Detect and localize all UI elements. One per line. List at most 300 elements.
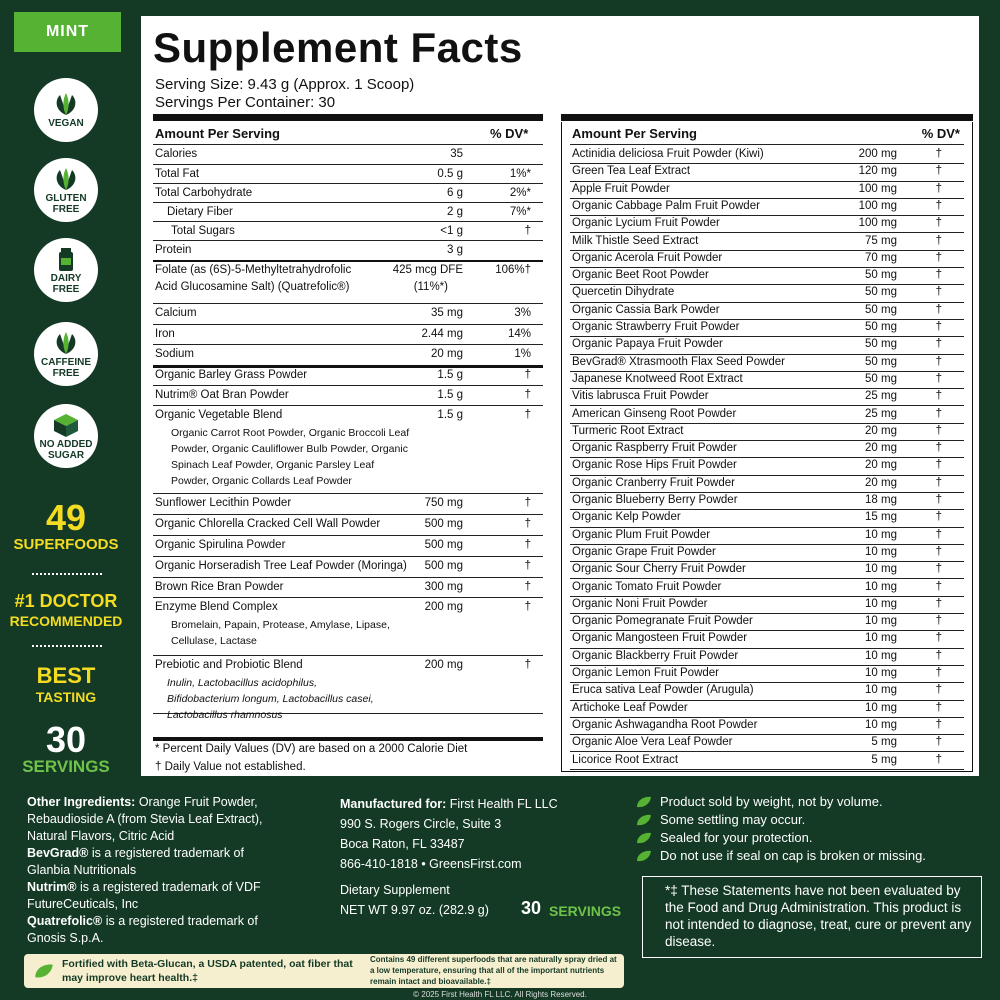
ingredient-name: BevGrad® Xtrasmooth Flax Seed Powder xyxy=(572,355,786,368)
ingredient-amount: 10 mg xyxy=(865,528,897,541)
nutrient-amount: 500 mg xyxy=(424,518,463,530)
nutrient-name: Calories xyxy=(155,148,198,160)
nutrient-name: Organic Barley Grass Powder xyxy=(155,369,308,381)
ingredient-amount: 50 mg xyxy=(865,303,897,316)
table-row xyxy=(570,492,964,510)
nutrient-name: Total Carbohydrate xyxy=(155,187,253,199)
nutrient-dv: † xyxy=(524,560,531,572)
table-header xyxy=(570,122,964,145)
table-row xyxy=(570,700,964,718)
check-item xyxy=(636,848,926,863)
ingredient-amount: 50 mg xyxy=(865,321,897,333)
table-row xyxy=(570,198,964,216)
ingredient-amount: 5 mg xyxy=(871,736,897,749)
table-row xyxy=(570,267,964,285)
nutrient-dv: † xyxy=(524,369,531,381)
ingredient-amount: 10 mg xyxy=(865,667,897,679)
stat-doctor xyxy=(0,590,132,630)
ingredient-amount: 100 mg xyxy=(858,199,897,212)
nutrient-dv: † xyxy=(524,225,531,237)
table-row xyxy=(153,405,543,494)
table-row xyxy=(570,250,964,268)
ingredient-amount: 10 mg xyxy=(865,597,897,610)
ingredients-value: Orange Fruit Powder, Rebaudioside A (from Stevia Leaf Extract), Natural Flavors, Citric Acid xyxy=(27,795,263,843)
nutrient-amount: 35 mg xyxy=(431,307,463,319)
check-text: Product sold by weight, not by volume. xyxy=(660,794,883,809)
thick-rule xyxy=(153,114,543,121)
ingredient-dv: † xyxy=(935,459,942,472)
nutrient-name: Organic Vegetable Blend xyxy=(155,409,283,421)
ingredient-dv: † xyxy=(935,182,942,195)
table-row xyxy=(570,475,964,493)
ingredient-name: Japanese Knotweed Root Extract xyxy=(572,372,743,385)
nutrient-name: Total Fat xyxy=(155,168,200,180)
nutrient-dv: † xyxy=(524,497,531,509)
table-row xyxy=(570,734,964,752)
ingredient-amount: 20 mg xyxy=(865,442,897,455)
ingredient-dv: † xyxy=(935,701,942,714)
nutrient-amount: 3 g xyxy=(447,244,463,256)
ingredient-name: Organic Plum Fruit Powder xyxy=(572,528,711,541)
nutrient-amount: 200 mg xyxy=(424,659,463,671)
table-row xyxy=(570,233,964,251)
table-row xyxy=(570,336,964,354)
table-row xyxy=(570,717,964,735)
ingredient-name: Organic Kelp Powder xyxy=(572,511,681,524)
ingredients-label: Other Ingredients: xyxy=(27,795,136,809)
nutrient-name: Protein xyxy=(155,244,192,256)
table-row xyxy=(153,221,543,241)
ingredient-amount: 70 mg xyxy=(865,251,897,264)
table-row xyxy=(570,406,964,424)
ingredient-amount: 10 mg xyxy=(865,701,897,714)
table-row xyxy=(153,597,543,656)
nutrient-name: Prebiotic and Probiotic Blend xyxy=(155,659,303,671)
nutrient-name: Enzyme Blend Complex xyxy=(155,601,278,613)
nutrient-amount: 500 mg xyxy=(424,539,463,551)
ingredient-name: Organic Cassia Bark Powder xyxy=(572,303,720,316)
manufacturer-contact: 866-410-1818 • GreensFirst.com xyxy=(340,857,522,871)
nutrient-name: Sodium xyxy=(155,348,194,360)
ingredient-dv: † xyxy=(935,355,942,368)
facts-table-right xyxy=(561,122,973,772)
nutrient-amount: 2.44 mg xyxy=(421,328,463,340)
fda-disclaimer: *‡ These Statements have not been evaluated by the Food and Drug Administration. This product is not intended to diagnose, treat, cure or prevent any disease. xyxy=(642,876,982,958)
serving-info xyxy=(155,76,414,112)
ingredient-amount: 50 mg xyxy=(865,355,897,368)
ingredient-name: Apple Fruit Powder xyxy=(572,182,670,195)
ingredient-dv: † xyxy=(935,615,942,628)
nutrient-name: Brown Rice Bran Powder xyxy=(155,581,284,593)
table-row xyxy=(570,527,964,545)
stat-servings-number: 30 xyxy=(45,719,87,760)
ingredient-amount: 10 mg xyxy=(865,684,897,697)
ingredient-dv: † xyxy=(935,390,942,403)
table-row xyxy=(570,648,964,666)
nutrient-dv: † xyxy=(524,409,531,421)
facts-table-left xyxy=(153,122,543,742)
table-row xyxy=(153,385,543,406)
ingredient-name: Organic Blackberry Fruit Powder xyxy=(572,649,739,662)
ingredient-name: Organic Raspberry Fruit Powder xyxy=(572,442,737,455)
manufacturer-label: Manufactured for: xyxy=(340,797,447,811)
trademark-name: BevGrad® xyxy=(27,846,89,860)
facts-title: Supplement Facts xyxy=(153,24,523,71)
nutrient-name: Folate (as (6S)-5-Methyltetrahydrofolic xyxy=(155,264,352,276)
table-row xyxy=(570,752,964,770)
trademark-nutrim xyxy=(27,879,287,913)
nutrient-amount: 1.5 g xyxy=(437,389,463,401)
table-row xyxy=(153,556,543,578)
nutrient-amount: 1.5 g xyxy=(437,409,463,421)
nutrient-dv: † xyxy=(524,518,531,530)
ingredient-name: Quercetin Dihydrate xyxy=(572,286,675,299)
ingredient-name: Vitis labrusca Fruit Powder xyxy=(572,390,709,403)
nutrient-dv: † xyxy=(524,539,531,551)
ingredient-dv: † xyxy=(935,424,942,437)
servings-label: SERVINGS xyxy=(549,903,622,919)
table-row xyxy=(153,535,543,557)
stat-doctor-label: RECOMMENDED xyxy=(9,613,123,629)
ingredient-dv: † xyxy=(935,269,942,282)
manufacturer-address2: Boca Raton, FL 33487 xyxy=(340,837,465,851)
table-row xyxy=(570,284,964,302)
nutrient-amount: 2 g xyxy=(447,206,463,218)
ingredient-dv: † xyxy=(935,251,942,264)
coffee-bean-icon xyxy=(50,330,82,356)
nutrient-dv: 1% xyxy=(514,348,531,360)
ingredient-amount: 50 mg xyxy=(865,269,897,282)
thick-rule xyxy=(153,737,543,741)
ingredient-dv: † xyxy=(935,545,942,558)
nutrient-amount: 425 mcg DFE xyxy=(392,264,463,276)
ingredient-dv: † xyxy=(935,736,942,749)
table-row xyxy=(570,181,964,199)
nutrient-name: Nutrim® Oat Bran Powder xyxy=(155,389,289,401)
leaf-icon xyxy=(50,91,82,117)
table-row xyxy=(570,146,964,164)
nutrient-amount: 1.5 g xyxy=(437,369,463,381)
ingredient-name: Organic Blueberry Berry Powder xyxy=(572,494,738,506)
ingredient-dv: † xyxy=(935,407,942,420)
nutrient-dv: 106%† xyxy=(495,264,531,276)
nutrient-dv: 1%* xyxy=(509,168,531,180)
ingredient-dv: † xyxy=(935,494,942,506)
trademark-bevgrad xyxy=(27,845,287,879)
table-row xyxy=(570,579,964,597)
leaf-icon xyxy=(636,814,652,826)
product-type: Dietary Supplement xyxy=(340,883,450,897)
ingredient-name: Green Tea Leaf Extract xyxy=(572,165,691,178)
nutrient-dv: † xyxy=(524,581,531,593)
nutrient-dv: 3% xyxy=(514,307,531,319)
table-row xyxy=(570,163,964,181)
milk-bottle-icon xyxy=(50,246,82,272)
header-dv: % DV* xyxy=(490,126,529,141)
ingredient-name: Organic Strawberry Fruit Powder xyxy=(572,321,740,333)
ingredient-amount: 100 mg xyxy=(858,182,897,195)
ingredient-dv: † xyxy=(935,753,942,766)
nutrient-name: Iron xyxy=(155,328,175,340)
nutrient-dv: 2%* xyxy=(509,187,531,199)
table-row xyxy=(153,202,543,222)
nutrient-name: Organic Chlorella Cracked Cell Wall Powder xyxy=(155,518,381,530)
ingredient-amount: 100 mg xyxy=(858,217,897,230)
ingredient-amount: 10 mg xyxy=(865,615,897,628)
ingredient-name: Organic Beet Root Powder xyxy=(572,269,709,282)
table-row xyxy=(153,324,543,345)
table-row xyxy=(153,655,543,721)
ingredient-name: Organic Aloe Vera Leaf Powder xyxy=(572,736,733,749)
table-row xyxy=(570,457,964,475)
ingredient-dv: † xyxy=(935,597,942,610)
leaf-icon xyxy=(34,962,54,980)
ingredient-amount: 5 mg xyxy=(871,753,897,766)
stat-superfoods-number: 49 xyxy=(45,497,87,538)
manufacturer-address1: 990 S. Rogers Circle, Suite 3 xyxy=(340,817,502,831)
ingredient-amount: 15 mg xyxy=(865,511,897,524)
check-text: Sealed for your protection. xyxy=(660,830,813,845)
ingredient-amount: 10 mg xyxy=(865,545,897,558)
nutrient-amount: 0.5 g xyxy=(437,168,463,180)
table-row xyxy=(153,164,543,184)
trademark-quatrefolic xyxy=(27,913,287,947)
trademark-name: Quatrefolic® xyxy=(27,914,103,928)
ingredient-dv: † xyxy=(935,476,942,489)
footnote-dv: * Percent Daily Values (DV) are based on a 2000 Calorie Diet xyxy=(155,743,468,755)
manufacturer-company: First Health FL LLC xyxy=(449,797,558,811)
ingredient-name: Organic Pomegranate Fruit Powder xyxy=(572,615,753,628)
spray-dried-text: Contains 49 different superfoods that are naturally spray dried at a low temperature, ensuring that all of the important nutrients remain intact and bioavailable.‡ xyxy=(370,955,617,986)
manufacturer-info xyxy=(340,794,630,920)
leaf-icon xyxy=(636,850,652,862)
table-row xyxy=(570,302,964,320)
nutrient-dv: † xyxy=(524,659,531,671)
copyright: © 2025 First Health FL LLC. All Rights Reserved. xyxy=(413,990,587,999)
nutrient-subitems: Bromelain, Papain, Protease, Amylase, Lipase, Cellulase, Lactase xyxy=(171,619,390,647)
ingredient-dv: † xyxy=(935,649,942,662)
table-header xyxy=(153,122,543,145)
ingredient-amount: 50 mg xyxy=(865,372,897,385)
nutrient-amount: 300 mg xyxy=(424,581,463,593)
dotted-divider xyxy=(32,573,102,575)
stat-superfoods xyxy=(0,497,132,554)
ingredient-amount: 18 mg xyxy=(865,494,897,506)
badge-no-added-sugar xyxy=(34,404,98,468)
table-row xyxy=(570,509,964,527)
badge-label: CAFFEINE FREE xyxy=(41,356,91,379)
trademark-text: is a registered trademark of Glanbia Nutritionals xyxy=(27,846,244,877)
ingredient-name: Licorice Root Extract xyxy=(572,753,679,766)
ingredient-name: Artichoke Leaf Powder xyxy=(572,701,688,714)
table-row xyxy=(570,613,964,631)
nutrient-name: Dietary Fiber xyxy=(167,206,233,218)
table-row xyxy=(153,303,543,325)
serving-size: Serving Size: 9.43 g (Approx. 1 Scoop) xyxy=(155,76,415,93)
ingredient-amount: 200 mg xyxy=(858,148,897,160)
ingredient-dv: † xyxy=(935,563,942,576)
stat-doctor-number: #1 DOCTOR xyxy=(14,591,118,611)
table-row xyxy=(153,260,543,304)
fortified-banner xyxy=(24,954,624,988)
ingredient-amount: 50 mg xyxy=(865,286,897,299)
table-row xyxy=(153,365,543,386)
ingredient-dv: † xyxy=(935,511,942,524)
ingredient-dv: † xyxy=(935,165,942,178)
ingredient-dv: † xyxy=(935,148,942,160)
ingredient-dv: † xyxy=(935,667,942,679)
ingredient-dv: † xyxy=(935,217,942,230)
table-row xyxy=(153,144,543,165)
badge-dairy-free xyxy=(34,238,98,302)
flavor-tag: MINT xyxy=(14,12,121,52)
table-row xyxy=(570,319,964,337)
table-row xyxy=(570,215,964,233)
supplement-facts-panel xyxy=(137,12,983,780)
table-row xyxy=(153,240,543,262)
nutrient-amount: 750 mg xyxy=(424,497,463,509)
ingredient-dv: † xyxy=(935,199,942,212)
header-amount: Amount Per Serving xyxy=(155,126,280,141)
table-row xyxy=(570,388,964,406)
ingredient-name: Milk Thistle Seed Extract xyxy=(572,234,699,247)
nutrient-dv: † xyxy=(524,389,531,401)
ingredient-dv: † xyxy=(935,372,942,385)
thick-rule xyxy=(561,114,973,121)
nutrient-dv: 7%* xyxy=(509,206,531,218)
leaf-icon xyxy=(636,832,652,844)
ingredients-text xyxy=(27,794,287,845)
check-item xyxy=(636,812,805,827)
ingredient-amount: 25 mg xyxy=(865,407,897,420)
table-row xyxy=(570,682,964,700)
leaf-icon xyxy=(636,796,652,808)
ingredient-amount: 20 mg xyxy=(865,424,897,437)
wheat-icon xyxy=(50,166,82,192)
ingredient-name: Organic Papaya Fruit Powder xyxy=(572,338,723,351)
nutrient-dv: 14% xyxy=(507,328,531,340)
table-row xyxy=(570,354,964,372)
ingredient-name: Organic Ashwagandha Root Powder xyxy=(572,718,758,731)
ingredient-dv: † xyxy=(935,286,942,299)
ingredient-dv: † xyxy=(935,718,942,731)
net-weight: NET WT 9.97 oz. (282.9 g) xyxy=(340,903,489,917)
stat-best-label: TASTING xyxy=(35,689,97,705)
ingredient-amount: 10 mg xyxy=(865,718,897,731)
table-row xyxy=(570,630,964,648)
badge-gluten-free xyxy=(34,158,98,222)
ingredient-dv: † xyxy=(935,684,942,697)
badge-caffeine-free xyxy=(34,322,98,386)
trademark-text: is a registered trademark of Gnosis S.p.A. xyxy=(27,914,258,945)
ingredient-dv: † xyxy=(935,303,942,316)
nutrient-name: Total Sugars xyxy=(171,225,235,237)
header-dv: % DV* xyxy=(921,126,960,141)
nutrient-amount: 35 xyxy=(450,148,463,160)
stat-superfoods-label: SUPERFOODS xyxy=(13,536,119,553)
ingredient-amount: 10 mg xyxy=(865,649,897,662)
badge-label: NO ADDED SUGAR xyxy=(39,438,93,461)
ingredient-amount: 20 mg xyxy=(865,459,897,472)
ingredient-name: Organic Mangosteen Fruit Powder xyxy=(572,632,748,645)
ingredient-name: Organic Noni Fruit Powder xyxy=(572,597,708,610)
nutrient-name: Organic Spirulina Powder xyxy=(155,539,286,551)
check-text: Some settling may occur. xyxy=(660,812,806,827)
net-weight-line xyxy=(340,900,630,920)
ingredient-name: Eruca sativa Leaf Powder (Arugula) xyxy=(572,684,754,697)
ingredient-name: Organic Rose Hips Fruit Powder xyxy=(572,459,737,472)
badge-label: GLUTEN FREE xyxy=(45,192,87,215)
ingredient-name: American Ginseng Root Powder xyxy=(572,407,737,420)
badge-label: DAIRY FREE xyxy=(50,272,82,295)
ingredient-name: Organic Sour Cherry Fruit Powder xyxy=(572,563,746,576)
dotted-divider xyxy=(32,645,102,647)
nutrient-name: Organic Horseradish Tree Leaf Powder (Moringa) xyxy=(155,560,407,572)
badge-vegan xyxy=(34,78,98,142)
nutrient-name-cont: Acid Glucosamine Salt) (Quatrefolic®) xyxy=(155,281,350,293)
ingredient-name: Organic Acerola Fruit Powder xyxy=(572,251,723,264)
ingredient-amount: 25 mg xyxy=(865,390,897,403)
check-text: Do not use if seal on cap is broken or missing. xyxy=(660,848,926,863)
ingredient-amount: 10 mg xyxy=(865,632,897,645)
ingredient-amount: 10 mg xyxy=(865,580,897,593)
table-row xyxy=(153,493,543,515)
table-row xyxy=(153,577,543,598)
ingredient-name: Organic Grape Fruit Powder xyxy=(572,545,716,558)
stat-best xyxy=(0,664,132,706)
nutrient-amount-cont: (11%*) xyxy=(413,281,448,293)
ingredient-name: Actinidia deliciosa Fruit Powder (Kiwi) xyxy=(572,148,764,160)
ingredient-amount: 20 mg xyxy=(865,476,897,489)
table-row xyxy=(570,596,964,614)
nutrient-amount: 6 g xyxy=(447,187,463,199)
check-item xyxy=(636,830,812,845)
ingredient-amount: 75 mg xyxy=(865,234,897,247)
header-amount: Amount Per Serving xyxy=(572,126,697,141)
ingredient-name: Turmeric Root Extract xyxy=(572,424,684,437)
nutrient-amount: 500 mg xyxy=(424,560,463,572)
ingredient-dv: † xyxy=(935,321,942,333)
table-row xyxy=(570,423,964,441)
ingredient-dv: † xyxy=(935,442,942,455)
sugar-cube-icon xyxy=(50,412,82,438)
nutrient-name: Calcium xyxy=(155,307,197,319)
servings-per-container: Servings Per Container: 30 xyxy=(155,94,336,111)
stat-servings xyxy=(0,719,132,776)
ingredient-name: Organic Lemon Fruit Powder xyxy=(572,667,720,679)
trademark-text: is a registered trademark of VDF FutureCeuticals, Inc xyxy=(27,880,261,911)
table-row xyxy=(153,514,543,536)
ingredient-name: Organic Cabbage Palm Fruit Powder xyxy=(572,199,760,212)
table-row xyxy=(570,371,964,389)
badge-label: VEGAN xyxy=(48,118,84,129)
table-row xyxy=(570,544,964,562)
ingredient-dv: † xyxy=(935,338,942,351)
other-ingredients xyxy=(27,794,287,947)
nutrient-amount: <1 g xyxy=(440,225,463,237)
nutrient-amount: 20 mg xyxy=(431,348,463,360)
nutrient-dv: † xyxy=(524,601,531,613)
nutrient-subitems: Inulin, Lactobacillus acidophilus, Bifidobacterium longum, Lactobacillus casei, Lactobacillus rhamnosus xyxy=(167,677,374,721)
nutrient-amount: 200 mg xyxy=(424,601,463,613)
trademark-name: Nutrim® xyxy=(27,880,77,894)
fortified-text: Fortified with Beta-Glucan, a USDA patented, oat fiber that may improve heart health.‡ xyxy=(62,958,353,984)
ingredient-amount: 120 mg xyxy=(858,165,897,178)
ingredient-name: Organic Tomato Fruit Powder xyxy=(572,580,722,593)
footnote-dagger: † Daily Value not established. xyxy=(155,761,306,773)
check-item xyxy=(636,794,883,809)
ingredient-dv: † xyxy=(935,234,942,247)
